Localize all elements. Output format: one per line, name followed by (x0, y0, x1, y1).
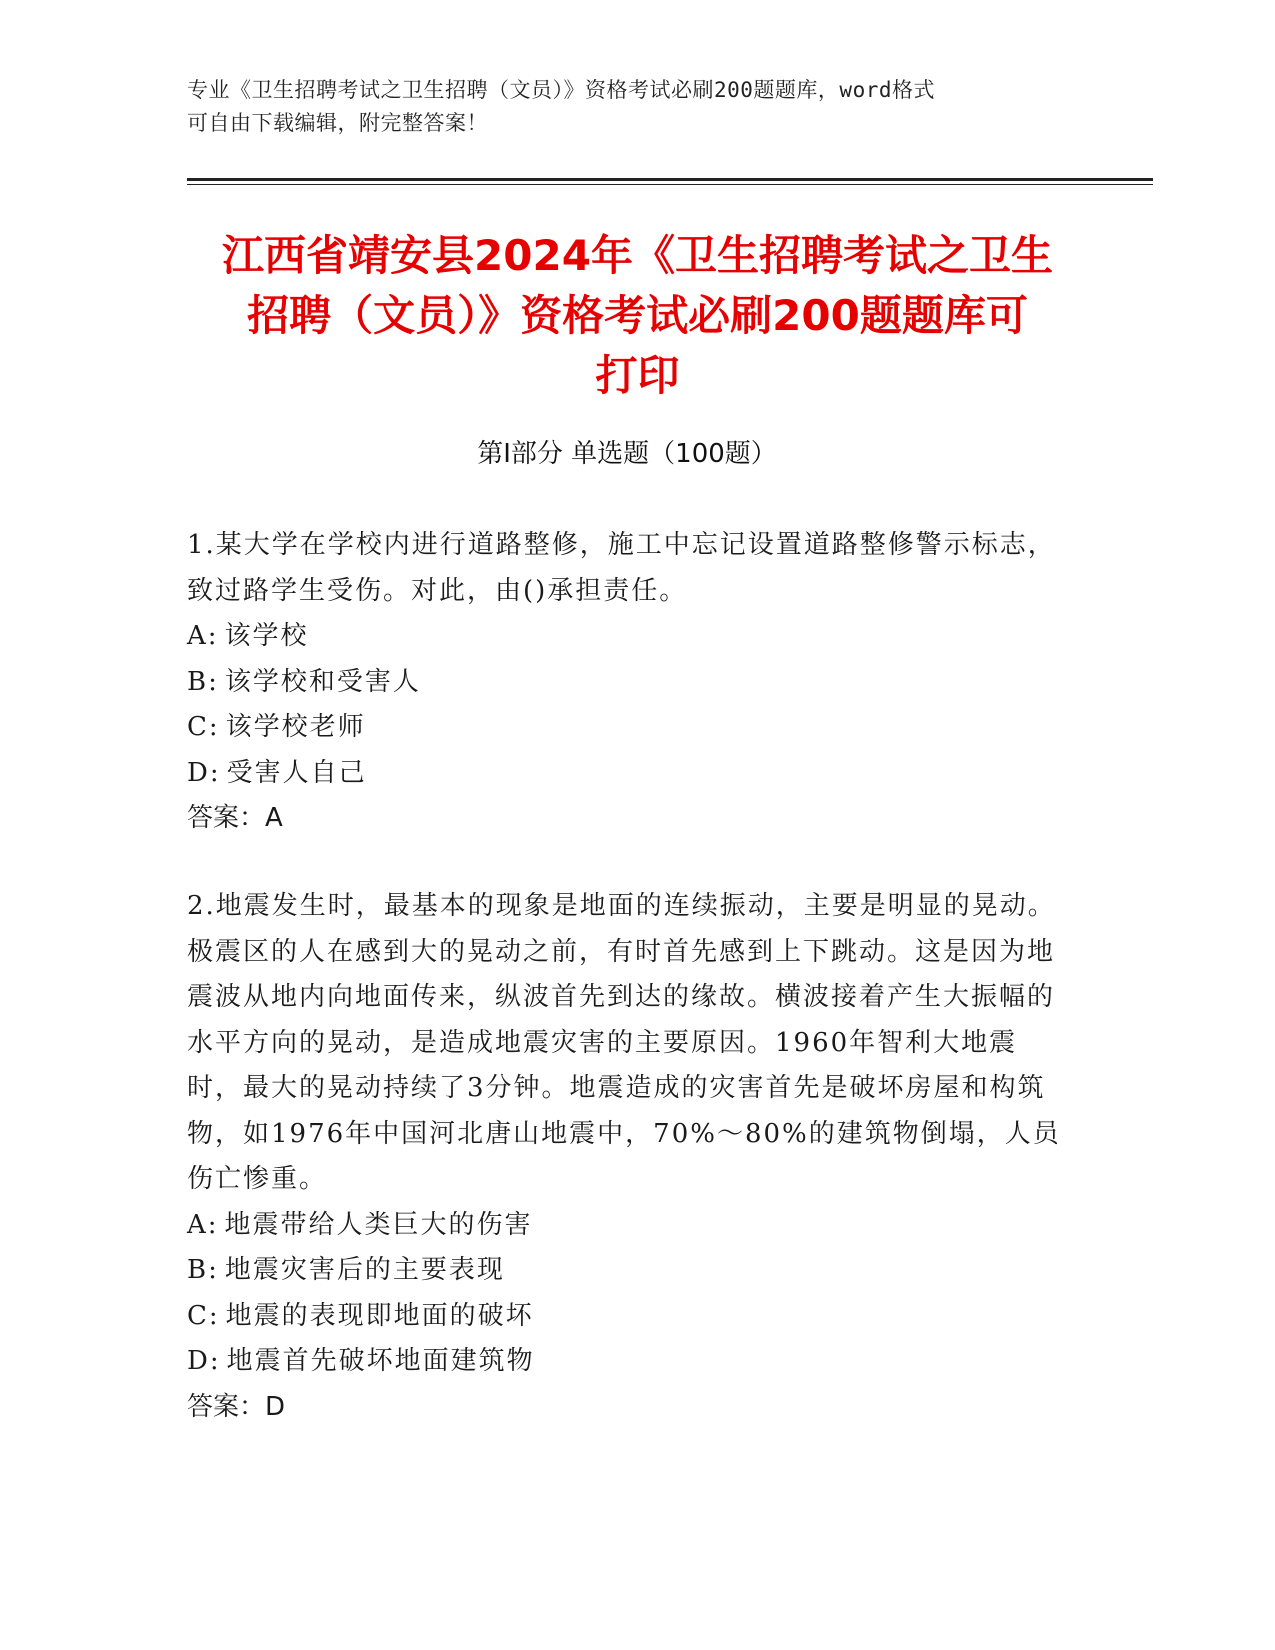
option-key: C: (187, 712, 220, 742)
question-item (187, 884, 1067, 1430)
question-option-c (187, 705, 1067, 751)
question-stem: 1.某大学在学校内进行道路整修，施工中忘记设置道路整修警示标志，致过路学生受伤。对此，由()承担责任。 (187, 530, 1056, 606)
section-heading: 第Ⅰ部分 单选题（100题） (477, 439, 777, 469)
header-divider-thin (187, 184, 1153, 185)
document-title (170, 226, 1105, 406)
option-text: 受害人自己 (226, 757, 367, 788)
header-divider-thick (187, 178, 1153, 181)
option-key: B: (187, 666, 219, 697)
question-option-a (187, 614, 1067, 660)
document-title-line-2: 招聘（文员）》资格考试必刷200题题库可 (247, 291, 1028, 340)
option-text: 该学校和受害人 (224, 666, 421, 697)
option-text: 地震带给人类巨大的伤害 (224, 1209, 533, 1240)
option-key: C: (187, 1300, 220, 1331)
question-option-c (187, 1294, 1067, 1340)
option-key: A: (187, 621, 219, 651)
header-note-line-2: 可自由下载编辑，附完整答案！ (187, 111, 488, 135)
option-text: 地震首先破坏地面建筑物 (226, 1346, 535, 1376)
option-text: 该学校 (224, 621, 309, 651)
option-key: D: (187, 1346, 221, 1376)
option-text: 该学校老师 (225, 712, 366, 742)
question-stem: 2.地震发生时，最基本的现象是地面的连续振动，主要是明显的晃动。极震区的人在感到大的晃动之前，有时首先感到上下跳动。这是因为地震波从地内向地面传来，纵波首先到达的缘故。横波接着产生大振幅的水平方向的晃动，是造成地震灾害的主要原因。1960年智利大地震时，最大的晃动持续了3分钟。地震造成的灾害首先是破坏房屋和构筑物，如1976年中国河北唐山地震中，70%～80%的建筑物倒塌，人员伤亡惨重。 (187, 891, 1061, 1194)
option-text: 地震灾害后的主要表现 (224, 1255, 505, 1285)
question-option-b (187, 660, 1067, 706)
question-item (187, 523, 1067, 842)
option-key: A: (187, 1209, 219, 1240)
document-title-line-1: 江西省靖安县2024年《卫生招聘考试之卫生 (222, 231, 1053, 280)
question-answer: 答案：D (187, 1391, 286, 1422)
option-key: B: (187, 1255, 219, 1285)
option-text: 地震的表现即地面的破坏 (225, 1300, 534, 1331)
question-option-d (187, 751, 1067, 797)
header-note (187, 74, 1067, 140)
question-option-d (187, 1339, 1067, 1385)
question-option-b (187, 1248, 1067, 1294)
document-title-line-3: 打印 (595, 351, 680, 400)
option-key: D: (187, 757, 221, 788)
question-option-a (187, 1203, 1067, 1249)
question-answer: 答案：A (187, 803, 283, 833)
header-note-line-1: 专业《卫生招聘考试之卫生招聘（文员）》资格考试必刷200题题库，word格式 (187, 78, 935, 102)
